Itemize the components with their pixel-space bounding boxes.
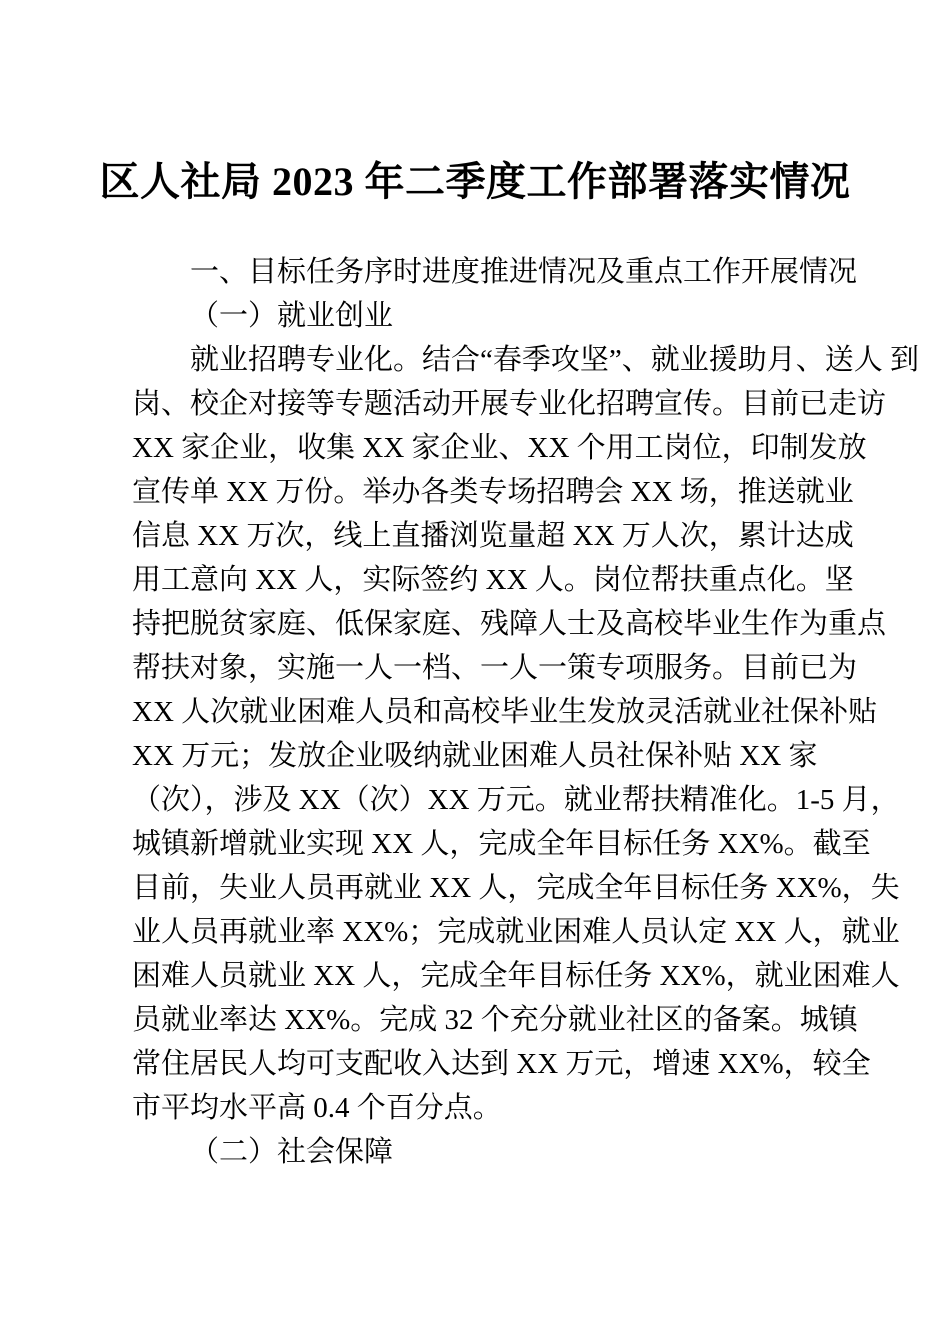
paragraph-line: XX 家企业，收集 XX 家企业、XX 个用工岗位，印制发放 (132, 432, 867, 464)
section-heading: 一、目标任务序时进度推进情况及重点工作开展情况 (190, 256, 858, 288)
paragraph-line: 持把脱贫家庭、低保家庭、残障人士及高校毕业生作为重点 (132, 608, 887, 640)
paragraph-line: 困难人员就业 XX 人，完成全年目标任务 XX%，就业困难人 (132, 960, 900, 992)
paragraph-line: 就业招聘专业化。结合“春季攻坚”、就业援助月、送人 到 (190, 344, 919, 376)
paragraph-line: （次），涉及 XX（次）XX 万元。就业帮扶精准化。1-5 月， (132, 784, 900, 816)
paragraph-line: XX 人次就业困难人员和高校毕业生发放灵活就业社保补贴 (132, 696, 878, 728)
paragraph-line: XX 万元；发放企业吸纳就业困难人员社保补贴 XX 家 (132, 740, 818, 772)
document-body (132, 250, 919, 1174)
paragraph-line: 市平均水平高 0.4 个百分点。 (132, 1092, 502, 1124)
page-title: 区人社局 2023 年二季度工作部署落实情况 (99, 159, 851, 204)
paragraph-line: 目前，失业人员再就业 XX 人，完成全年目标任务 XX%，失 (132, 872, 900, 904)
paragraph-line: 城镇新增就业实现 XX 人，完成全年目标任务 XX%。截至 (132, 828, 871, 860)
paragraph-line: 宣传单 XX 万份。举办各类专场招聘会 XX 场，推送就业 (132, 476, 854, 508)
paragraph-line: 帮扶对象，实施一人一档、一人一策专项服务。目前已为 (132, 652, 858, 684)
paragraph-line: 业人员再就业率 XX%；完成就业困难人员认定 XX 人，就业 (132, 916, 900, 948)
paragraph-line: 信息 XX 万次，线上直播浏览量超 XX 万人次，累计达成 (132, 520, 854, 552)
paragraph-line: 岗、校企对接等专题活动开展专业化招聘宣传。目前已走访 (132, 388, 887, 420)
section-heading: （一）就业创业 (190, 300, 394, 332)
paragraph-line: 常住居民人均可支配收入达到 XX 万元，增速 XX%，较全 (132, 1048, 871, 1080)
paragraph-line: 员就业率达 XX%。完成 32 个充分就业社区的备案。城镇 (132, 1004, 858, 1036)
section-heading: （二）社会保障 (190, 1136, 394, 1168)
paragraph-line: 用工意向 XX 人，实际签约 XX 人。岗位帮扶重点化。坚 (132, 564, 854, 596)
